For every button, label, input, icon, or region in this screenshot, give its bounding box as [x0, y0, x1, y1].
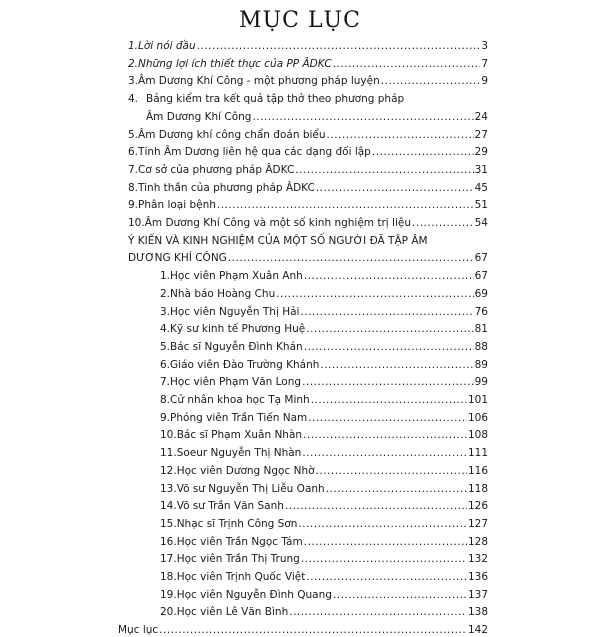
toc-subentry: [160, 394, 488, 407]
toc-subentry: [160, 553, 488, 566]
entry-page: 69: [474, 287, 488, 300]
dot-leader: [333, 58, 481, 71]
entry-number: 20.: [160, 606, 177, 619]
dot-leader: [306, 571, 467, 584]
entry-number: 16.: [160, 535, 177, 548]
toc-entry: [128, 40, 488, 53]
entry-page: 24: [474, 110, 488, 123]
toc-entry: [128, 199, 488, 212]
entry-page: 76: [474, 305, 488, 318]
toc-subentry: [160, 500, 488, 513]
toc-subentry: [160, 429, 488, 442]
entry-number: 8.: [160, 394, 171, 406]
toc-subentry: [160, 606, 488, 619]
dot-leader: [289, 606, 467, 619]
entry-number: 14.: [160, 500, 177, 513]
toc-subentry: [160, 376, 488, 389]
entry-number: 19.: [160, 588, 177, 601]
dot-leader: [320, 359, 473, 372]
dot-leader: [326, 483, 467, 496]
toc-subentry: [160, 412, 488, 425]
entry-title: Bác sĩ Nguyễn Đình Khán: [170, 340, 303, 353]
entry-page: 89: [474, 358, 488, 371]
section-heading-line2: [128, 252, 488, 265]
entry-number: 15.: [160, 517, 177, 530]
entry-page: 137: [467, 588, 488, 601]
entry-page: 81: [474, 323, 488, 336]
dot-leader: [303, 429, 467, 442]
entry-title: Cơ sở của phương pháp ÂDKC: [138, 163, 295, 176]
entry-page: 126: [467, 500, 488, 513]
entry-number: 9.: [160, 411, 171, 424]
entry-number: 5.: [128, 128, 139, 141]
entry-title: Lời nói đầu: [138, 40, 196, 52]
dot-leader: [302, 447, 467, 460]
entry-title: Những lợi ích thiết thực của PP ÂDKC: [138, 57, 332, 70]
dot-leader: [316, 182, 474, 195]
entry-number: 7.: [160, 376, 171, 389]
entry-number: 9.: [128, 199, 139, 212]
entry-page: 128: [467, 535, 488, 548]
toc-entry: [128, 146, 488, 159]
entry-title: Âm Dương Khí Công: [146, 110, 252, 123]
toc-entry-line: [128, 93, 404, 106]
dot-leader: [228, 252, 474, 265]
entry-page: 51: [474, 199, 488, 212]
dot-leader: [372, 146, 474, 159]
entry-number: 4.: [128, 93, 139, 106]
entry-page: 132: [467, 553, 488, 566]
entry-page: 106: [467, 411, 488, 424]
entry-title: DƯƠNG KHÍ CÔNG: [128, 252, 227, 265]
entry-page: 54: [474, 217, 488, 229]
dot-leader: [159, 624, 467, 637]
toc-subentry: [160, 323, 488, 336]
entry-page: 7: [481, 57, 488, 70]
dot-leader: [285, 500, 467, 513]
dot-leader: [308, 412, 467, 425]
toc-subentry: [160, 270, 488, 283]
entry-page: 127: [467, 517, 488, 530]
entry-page: 108: [467, 429, 488, 442]
toc-subentry: [160, 518, 488, 531]
toc-entry: [128, 217, 488, 230]
dot-leader: [306, 323, 473, 336]
entry-title: Bác sĩ Phạm Xuân Nhàn: [176, 429, 303, 442]
toc-subentry: [160, 571, 488, 584]
page-title: MỤC LỤC: [239, 8, 361, 33]
entry-number: 12.: [160, 464, 177, 477]
toc-entry: [128, 129, 488, 142]
toc-subentry: [160, 359, 488, 372]
entry-page: 3: [481, 40, 488, 52]
entry-page: 67: [474, 252, 488, 265]
entry-number: 10.: [128, 217, 145, 229]
entry-number: 13.: [160, 482, 177, 495]
entry-title: Mục lục: [118, 624, 159, 637]
dot-leader: [252, 111, 473, 124]
dot-leader: [302, 376, 474, 389]
entry-page: 118: [467, 482, 488, 495]
entry-page: 116: [467, 464, 488, 477]
dot-leader: [298, 518, 467, 531]
dot-leader: [381, 75, 481, 88]
entry-number: 6.: [160, 358, 171, 371]
entry-title: Cử nhân khoa học Tạ Minh: [170, 394, 310, 406]
entry-page: 31: [474, 163, 488, 176]
entry-page: 27: [474, 128, 488, 141]
entry-title: Giáo viên Đào Trường Khánh: [170, 358, 320, 371]
dot-leader: [304, 270, 474, 283]
entry-page: 9: [481, 75, 488, 88]
entry-title: Kỹ sư kinh tế Phương Huệ: [170, 323, 306, 336]
toc-subentry: [160, 306, 488, 319]
entry-title: Học viên Lê Văn Bình: [176, 606, 289, 619]
entry-title: Học viên Phạm Văn Long: [170, 376, 302, 389]
entry-title: Nhạc sĩ Trịnh Công Sơn: [176, 517, 298, 530]
toc-subentry: [160, 447, 488, 460]
entry-title: Học viên Nguyễn Thị Hải: [170, 305, 300, 318]
entry-number: 1.: [128, 40, 139, 52]
dot-leader: [327, 129, 474, 142]
entry-title: Võ sư Trần Văn Sanh: [176, 500, 284, 513]
section-heading: Ý KIẾN VÀ KINH NGHIỆM CỦA MỘT SỐ NGƯỜI ĐÃ TẬP ÂM: [128, 234, 428, 247]
entry-number: 18.: [160, 571, 177, 583]
entry-page: 67: [474, 270, 488, 283]
entry-title: Học viên Phạm Xuân Anh: [170, 270, 303, 283]
entry-number: 10.: [160, 429, 177, 442]
entry-title: Soeur Nguyễn Thị Nhàn: [176, 447, 302, 460]
dot-leader: [304, 341, 474, 354]
toc-subentry: [160, 341, 488, 354]
entry-title: Học viên Nguyễn Đình Quang: [176, 588, 332, 601]
entry-title: Âm Dương Khí Công và một số kinh nghiệm trị liệu: [144, 217, 412, 229]
entry-title: Phân loại bệnh: [138, 199, 216, 212]
toc-entry: [128, 75, 488, 88]
entry-number: 3.: [128, 75, 139, 88]
entry-title: Học viên Trần Thị Trung: [176, 553, 300, 566]
dot-leader: [300, 306, 473, 319]
entry-number: 5.: [160, 340, 171, 353]
toc-entry: [128, 58, 488, 71]
entry-number: 3.: [160, 305, 171, 318]
entry-page: 88: [474, 340, 488, 353]
entry-page: 101: [467, 394, 488, 406]
entry-title: Tính Âm Dương liên hệ qua các dạng đối lập: [138, 146, 371, 159]
dot-leader: [217, 199, 474, 212]
toc-entry: [128, 164, 488, 177]
toc-subentry: [160, 536, 488, 549]
dot-leader: [304, 536, 467, 549]
dot-leader: [295, 164, 473, 177]
entry-number: 2.: [128, 57, 139, 70]
entry-page: 111: [467, 447, 488, 460]
dot-leader: [197, 40, 481, 53]
toc-subentry: [160, 483, 488, 496]
entry-page: 138: [467, 606, 488, 619]
entry-number: 17.: [160, 553, 177, 566]
entry-page: 29: [474, 146, 488, 159]
toc-entry-footer: [118, 624, 488, 637]
toc-entry: [128, 182, 488, 195]
entry-number: 1.: [160, 270, 171, 283]
entry-page: 45: [474, 181, 488, 194]
entry-title: Âm Dương khí công chẩn đoán biểu: [138, 128, 326, 141]
entry-title: Học viên Dương Ngọc Nhờ: [176, 464, 315, 477]
entry-title: Bảng kiểm tra kết quả tập thở theo phương pháp: [146, 93, 405, 106]
dot-leader: [316, 465, 467, 478]
dot-leader: [412, 217, 474, 230]
toc-entry: [146, 111, 488, 124]
entry-number: 7.: [128, 163, 139, 176]
dot-leader: [301, 553, 467, 566]
entry-title: Âm Dương Khí Công - một phương pháp luyện: [138, 75, 380, 88]
dot-leader: [276, 288, 473, 301]
entry-title: Võ sư Nguyễn Thị Liễu Oanh: [176, 482, 325, 495]
entry-number: 8.: [128, 181, 139, 194]
entry-title: Tinh thần của phương pháp ÂDKC: [138, 181, 315, 194]
entry-title: Nhà báo Hoàng Chu: [170, 287, 276, 300]
entry-number: 4.: [160, 323, 171, 336]
entry-number: 6.: [128, 146, 139, 159]
entry-page: 99: [474, 376, 488, 389]
dot-leader: [311, 394, 467, 407]
toc-subentry: [160, 288, 488, 301]
entry-number: 2.: [160, 287, 171, 300]
entry-title: Học viên Trịnh Quốc Việt: [176, 571, 306, 583]
entry-page: 136: [467, 571, 488, 583]
entry-title: Phóng viên Trần Tiến Nam: [170, 411, 308, 424]
entry-title: Học viên Trần Ngọc Tám: [176, 535, 303, 548]
entry-number: 11.: [160, 447, 177, 460]
toc-subentry: [160, 465, 488, 478]
entry-page: 142: [467, 624, 488, 637]
